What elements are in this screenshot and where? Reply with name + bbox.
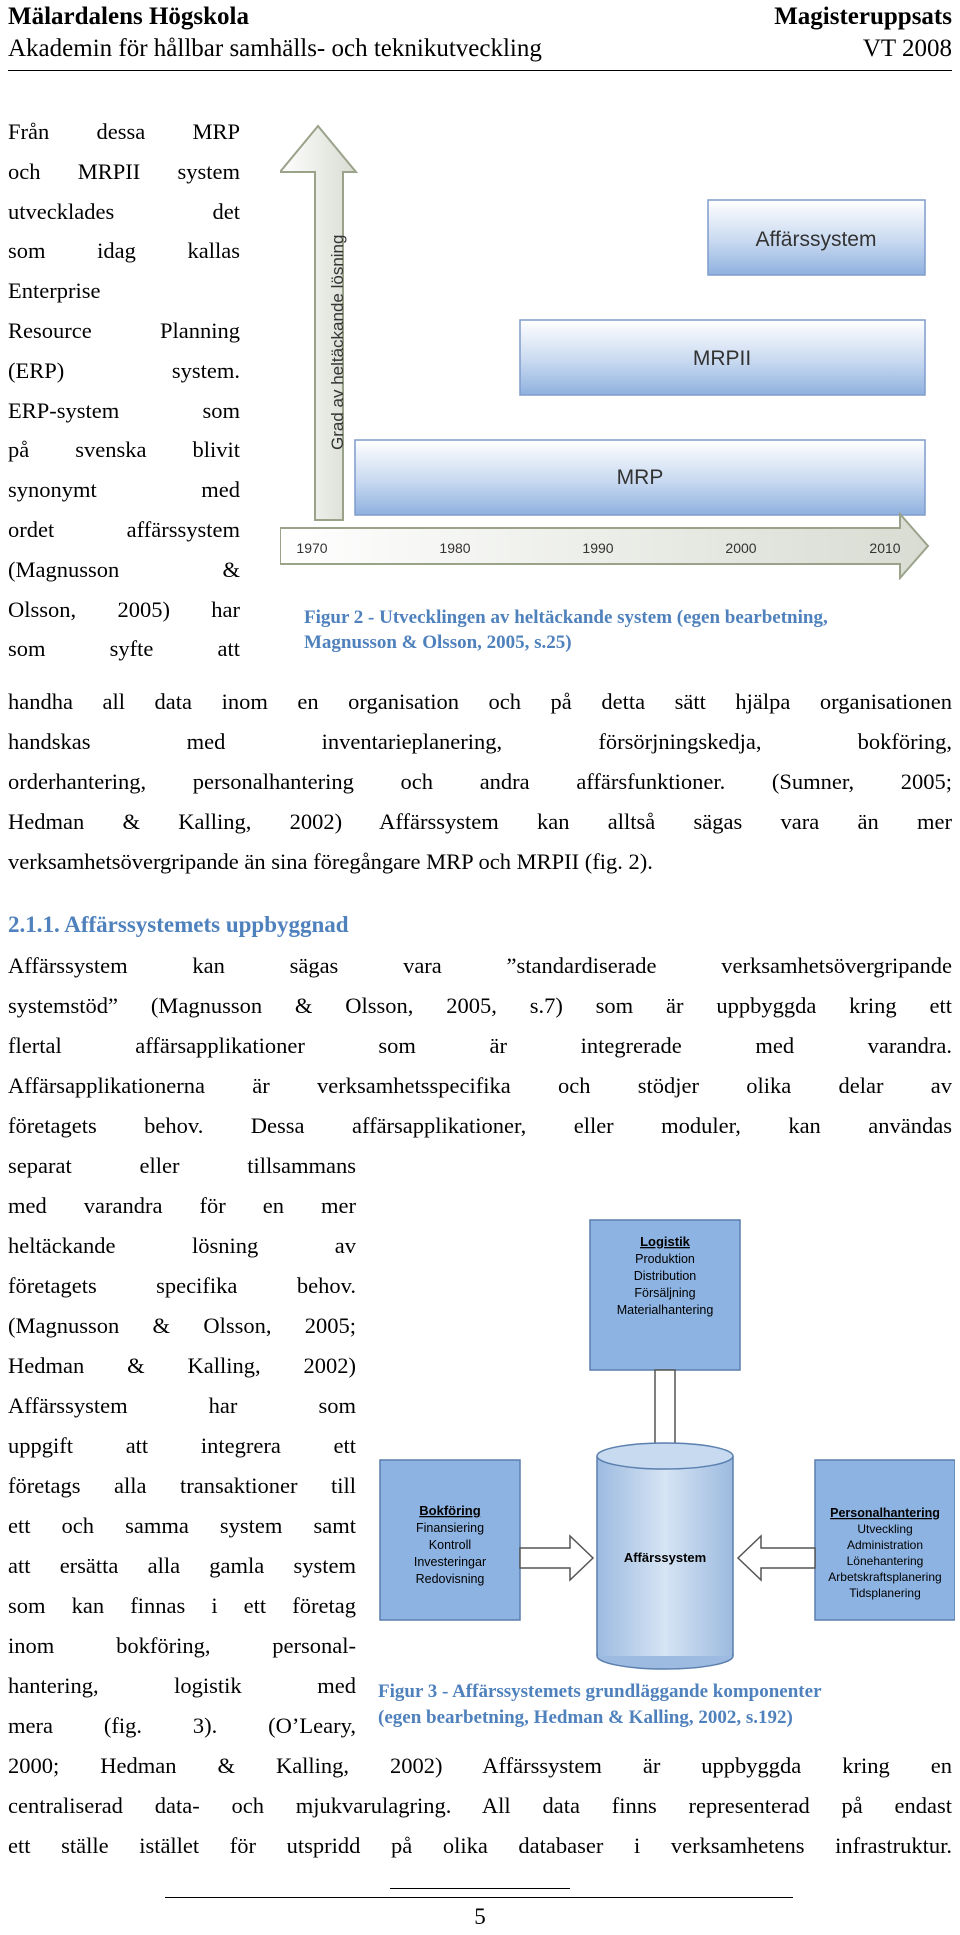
module-item: Utveckling [857,1522,913,1536]
text-line: på svenska blivit [8,437,240,463]
text-line: företagets behov. Dessa affärsapplikationer, eller moduler, kan användas [8,1113,952,1138]
module-item: Distribution [633,1269,697,1283]
text-line: Affärssystem har som [8,1393,356,1418]
text-line: systemstöd” (Magnusson & Olsson, 2005, s.7) som är uppbyggda kring ett [8,993,952,1018]
text-line: (Magnusson & Olsson, 2005; [8,1313,356,1338]
header-term: VT 2008 [862,35,952,62]
figure-3-caption-line-2: (egen bearbetning, Hedman & Kalling, 2002, s.192) [378,1707,793,1728]
text-line: Resource Planning [8,318,240,343]
figure-3-components-diagram [375,1170,955,1670]
footer-rule-short [390,1888,570,1889]
text-line: som syfte att [8,636,240,662]
module-title-logistik: Logistik [640,1234,690,1249]
module-item: Lönehantering [846,1554,924,1568]
header-rule [8,70,952,71]
text-line: ett och samma system samt [8,1513,356,1538]
module-item: Redovisning [415,1572,485,1586]
text-line: inom bokföring, personal- [8,1633,356,1658]
text-line: och MRPII system [8,158,240,184]
text-line: (Magnusson & [8,556,240,582]
bar-label-mrpii: MRPII [692,347,752,370]
page-number: 5 [474,1904,486,1929]
module-item: Administration [846,1538,924,1552]
text-line: ordet affärssystem [8,517,240,542]
bar-label-mrp: MRP [616,466,664,489]
text-line: uppgift att integrera ett [8,1433,356,1458]
text-line: centraliserad data- och mjukvarulagring. All data finns representerad på endast [8,1793,952,1818]
text-line: 2000; Hedman & Kalling, 2002) Affärssystem är uppbyggda kring en [8,1753,952,1778]
text-line: flertal affärsapplikationer som är integrerade med varandra. [8,1033,952,1058]
text-line: verksamhetsövergripande än sina föregångare MRP och MRPII (fig. 2). [8,849,653,874]
text-line: handskas med inventarieplanering, försörjningskedja, bokföring, [8,729,952,754]
module-title-bokforing: Bokföring [419,1503,481,1518]
text-line: (ERP) system. [8,357,240,383]
vertical-arrow-label: Grad av heltäckande lösning [328,234,347,450]
year-1970: 1970 [296,540,328,556]
text-line: Affärsapplikationerna är verksamhetsspecifika och stödjer olika delar av [8,1073,952,1098]
module-item: Produktion [635,1252,695,1266]
header-university: Mälardalens Högskola [8,3,249,30]
figure-2-timeline-diagram [280,120,960,580]
module-item: Tidsplanering [849,1586,921,1600]
text-line: heltäckande lösning av [8,1233,356,1258]
bar-label-affarssystem: Affärssystem [755,228,877,251]
section-heading: 2.1.1. Affärssystemets uppbyggnad [8,912,349,937]
year-1980: 1980 [439,540,471,556]
text-line: mera (fig. 3). (O’Leary, [8,1713,356,1738]
figure-2-caption-line-2: Magnusson & Olsson, 2005, s.25) [304,632,572,653]
center-label: Affärssystem [623,1550,707,1565]
text-line: orderhantering, personalhantering och andra affärsfunktioner. (Sumner, 2005; [8,769,952,794]
cylinder-top [597,1443,733,1469]
text-line: företagets specifika behov. [8,1273,356,1298]
text-line: Från dessa MRP [8,119,240,144]
figure-2-caption-line-1: Figur 2 - Utvecklingen av heltäckande system (egen bearbetning, [304,607,828,628]
module-item: Kontroll [428,1538,472,1552]
year-1990: 1990 [582,540,614,556]
module-item: Materialhantering [616,1303,714,1317]
text-line: att ersätta alla gamla system [8,1553,356,1578]
text-line: ERP-system som [8,397,240,423]
arrow-right-icon [520,1536,593,1580]
figure-3-caption-line-1: Figur 3 - Affärssystemets grundläggande komponenter [378,1681,822,1702]
text-line: separat eller tillsammans [8,1153,356,1178]
text-line: handha all data inom en organisation och på detta sätt hjälpa organisationen [8,689,952,714]
text-line: som idag kallas [8,238,240,264]
text-line: Affärssystem kan sägas vara ”standardiserade verksamhetsövergripande [8,953,952,978]
footer-rule [165,1897,793,1898]
text-line: ett ställe istället för utspridd på olika databaser i verksamhetens infrastruktur. [8,1833,952,1858]
module-item: Finansiering [415,1521,485,1535]
module-title-personalhantering: Personalhantering [830,1506,940,1520]
header-academy: Akademin för hållbar samhälls- och teknikutveckling [8,35,542,62]
text-line: utvecklades det [8,198,240,224]
module-item: Arbetskraftsplanering [828,1570,942,1584]
text-line: med varandra för en mer [8,1193,356,1218]
year-2010: 2010 [869,540,901,556]
text-line: som kan finnas i ett företag [8,1593,356,1618]
module-item: Investeringar [413,1555,487,1569]
module-item: Försäljning [634,1286,696,1300]
text-line: Enterprise [8,278,101,304]
header-thesis-type: Magisteruppsats [774,3,952,30]
year-2000: 2000 [725,540,757,556]
text-line: synonymt med [8,477,240,503]
text-line: företags alla transaktioner till [8,1473,356,1498]
text-line: Olsson, 2005) har [8,596,240,622]
text-line: Hedman & Kalling, 2002) [8,1353,356,1378]
arrow-left-icon [738,1536,815,1580]
text-line: hantering, logistik med [8,1673,356,1698]
text-line: Hedman & Kalling, 2002) Affärssystem kan alltså sägas vara än mer [8,809,952,834]
